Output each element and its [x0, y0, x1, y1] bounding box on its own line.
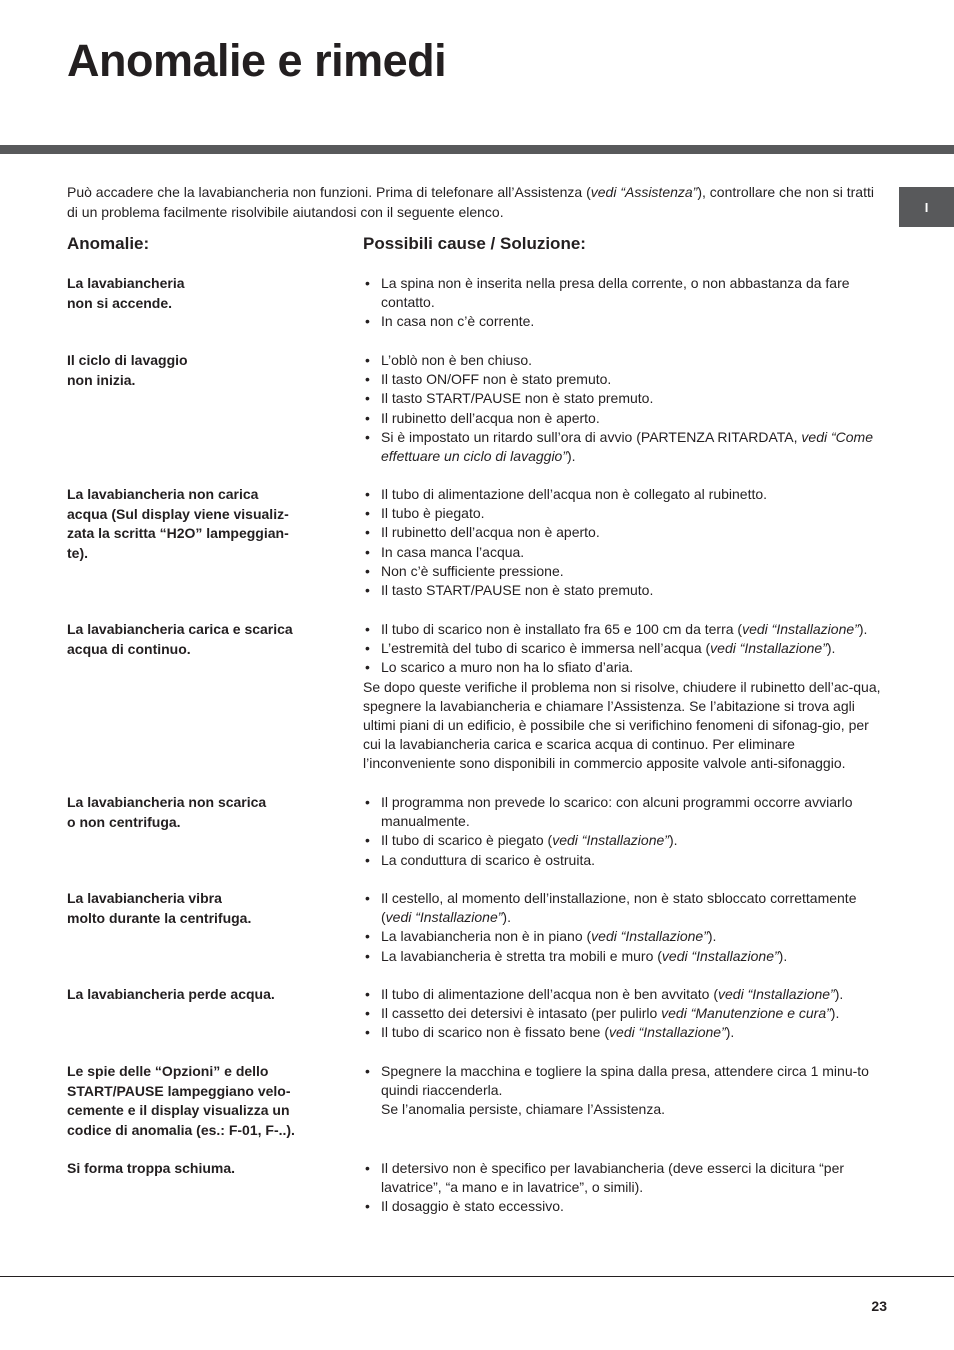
remedy-block [363, 1159, 885, 1217]
remedy-note: Se dopo queste verifiche il problema non si risolve, chiudere il rubinetto dell’ac-qua, spegnere la lavabiancheria e chiamare l’Assistenza. Se l’abitazione si trova agli ultimi piani di un edificio, è possibile che si verifichino fenomeni di sifonag-gio, per cui la lavabiancheria carica e scarica acqua di continuo. Per eliminare l’inconveniente sono disponibili in commercio apposite valvole anti-sifonaggio. [363, 678, 881, 772]
remedy-item: • La lavabiancheria non è in piano (vedi “Installazione”). [363, 927, 885, 946]
remedy-item: • Il tasto ON/OFF non è stato premuto. [363, 370, 885, 389]
remedy-list [363, 889, 885, 966]
header-divider [0, 145, 954, 154]
intro-reference: vedi “Assistenza” [590, 184, 698, 200]
cross-reference: vedi “Installazione” [385, 909, 503, 926]
remedy-item: • Il detersivo non è specifico per lavabiancheria (deve esserci la dicitura “per lavatrice”, “a mano e in lavatrice”, o simili). [363, 1159, 885, 1197]
remedy-list [363, 985, 885, 1043]
cross-reference: vedi “Installazione” [661, 947, 779, 964]
anomaly-label: Il ciclo di lavaggio non inizia. [67, 352, 188, 388]
remedy-item: • Il rubinetto dell’acqua non è aperto. [363, 409, 885, 428]
cross-reference: vedi “Installazione” [742, 621, 859, 637]
remedy-item: • Il tubo di scarico non è installato fra 65 e 100 cm da terra (vedi “Installazione”). [363, 620, 885, 639]
remedy-item: • Il cassetto dei detersivi è intasato (per pulirlo vedi “Manutenzione e cura”). [363, 1004, 885, 1023]
remedy-item: • Il dosaggio è stato eccessivo. [363, 1197, 885, 1216]
remedy-item: • In casa non c’è corrente. [363, 312, 885, 331]
remedy-item: • Spegnere la macchina e togliere la spina dalla presa, attendere circa 1 minu-to quindi riaccenderla. Se l’anomalia persiste, chiamare l’Assistenza. [363, 1062, 885, 1120]
remedy-list [363, 351, 885, 466]
causes-heading: Possibili cause / Soluzione: [363, 234, 586, 253]
remedy-item: • Il tasto START/PAUSE non è stato premuto. [363, 581, 885, 600]
remedy-item: • Si è impostato un ritardo sull’ora di avvio (PARTENZA RITARDATA, vedi “Come effettuare un ciclo di lavaggio”). [363, 428, 885, 466]
remedy-item: • Il cestello, al momento dell’installazione, non è stato sbloccato correttamente (vedi “Installazione”). [363, 889, 885, 927]
remedy-item: • Il rubinetto dell’acqua non è aperto. [363, 523, 885, 542]
anomaly-label: La lavabiancheria perde acqua. [67, 986, 275, 1002]
anomaly-label: Le spie delle “Opzioni” e dello START/PAUSE lampeggiano velo- cemente e il display visualizza un codice di anomalia (es.: F-01, F-..). [67, 1063, 295, 1138]
remedy-item: • Il programma non prevede lo scarico: con alcuni programmi occorre avviarlo manualmente. [363, 793, 885, 831]
anomaly-label: La lavabiancheria non si accende. [67, 275, 185, 311]
remedy-list [363, 1062, 885, 1120]
remedy-block [363, 1062, 885, 1120]
remedy-item: • Il tubo di alimentazione dell’acqua non è ben avvitato (vedi “Installazione”). [363, 985, 885, 1004]
cross-reference: vedi “Installazione” [609, 1024, 726, 1041]
remedy-block [363, 274, 885, 332]
intro-text-start: Può accadere che la lavabiancheria non funzioni. Prima di telefonare all’Assistenza ( [67, 184, 591, 200]
anomaly-label: La lavabiancheria non scarica o non centrifuga. [67, 794, 267, 830]
remedy-item: • Il tasto START/PAUSE non è stato premuto. [363, 389, 885, 408]
anomaly-label: La lavabiancheria carica e scarica acqua di continuo. [67, 621, 293, 657]
remedy-list [363, 485, 885, 600]
remedy-block [363, 620, 885, 774]
remedy-item: • Il tubo di scarico non è fissato bene (vedi “Installazione”). [363, 1023, 885, 1042]
anomaly-label: La lavabiancheria vibra molto durante la centrifuga. [67, 890, 252, 926]
cross-reference: vedi “Installazione” [591, 928, 708, 945]
remedy-item: • Il tubo è piegato. [363, 504, 885, 523]
cross-reference: vedi “Installazione” [552, 832, 669, 849]
anomaly-label: Si forma troppa schiuma. [67, 1160, 236, 1176]
remedy-item: • L’estremità del tubo di scarico è immersa nell’acqua (vedi “Installazione”). [363, 639, 885, 658]
remedy-block [363, 351, 885, 466]
remedy-item: • La conduttura di scarico è ostruita. [363, 851, 885, 870]
remedy-item: • L’oblò non è ben chiuso. [363, 351, 885, 370]
cross-reference: vedi “Come effettuare un ciclo di lavaggio” [381, 428, 873, 465]
remedy-item: • Lo scarico a muro non ha lo sfiato d’aria. [363, 658, 885, 677]
remedy-item: • Il tubo di alimentazione dell’acqua non è collegato al rubinetto. [363, 485, 885, 504]
page-title: Anomalie e rimedi [67, 35, 447, 86]
remedy-item: • Non c’è sufficiente pressione. [363, 562, 885, 581]
cross-reference: vedi “Manutenzione e cura” [661, 1005, 831, 1022]
remedy-block [363, 889, 885, 966]
remedy-item: • La spina non è inserita nella presa della corrente, o non abbastanza da fare contatto. [363, 274, 885, 312]
remedy-list [363, 1159, 885, 1217]
remedy-item: • La lavabiancheria è stretta tra mobili e muro (vedi “Installazione”). [363, 947, 885, 966]
remedy-list [363, 620, 885, 678]
cross-reference: vedi “Installazione” [718, 986, 835, 1002]
language-tab: I [899, 187, 954, 227]
page-number: 23 [871, 1298, 887, 1314]
intro-text-end: ), controllare che non si tratti di un problema facilmente risolvibile aiutandosi con il seguente elenco. [67, 184, 874, 220]
cross-reference: vedi “Installazione” [710, 640, 827, 657]
remedy-block [363, 485, 885, 600]
remedy-block [363, 793, 885, 870]
anomalies-heading: Anomalie: [67, 234, 150, 253]
anomaly-label: La lavabiancheria non carica acqua (Sul display viene visualiz- zata la scritta “H2O” lampeggian- te). [67, 486, 289, 561]
footer-divider [0, 1276, 954, 1277]
remedy-block [363, 985, 885, 1043]
intro-text [67, 183, 887, 222]
remedy-item: • Il tubo di scarico è piegato (vedi “Installazione”). [363, 831, 885, 850]
remedy-list [363, 793, 885, 870]
remedy-item: • In casa manca l’acqua. [363, 543, 885, 562]
remedy-list [363, 274, 885, 332]
